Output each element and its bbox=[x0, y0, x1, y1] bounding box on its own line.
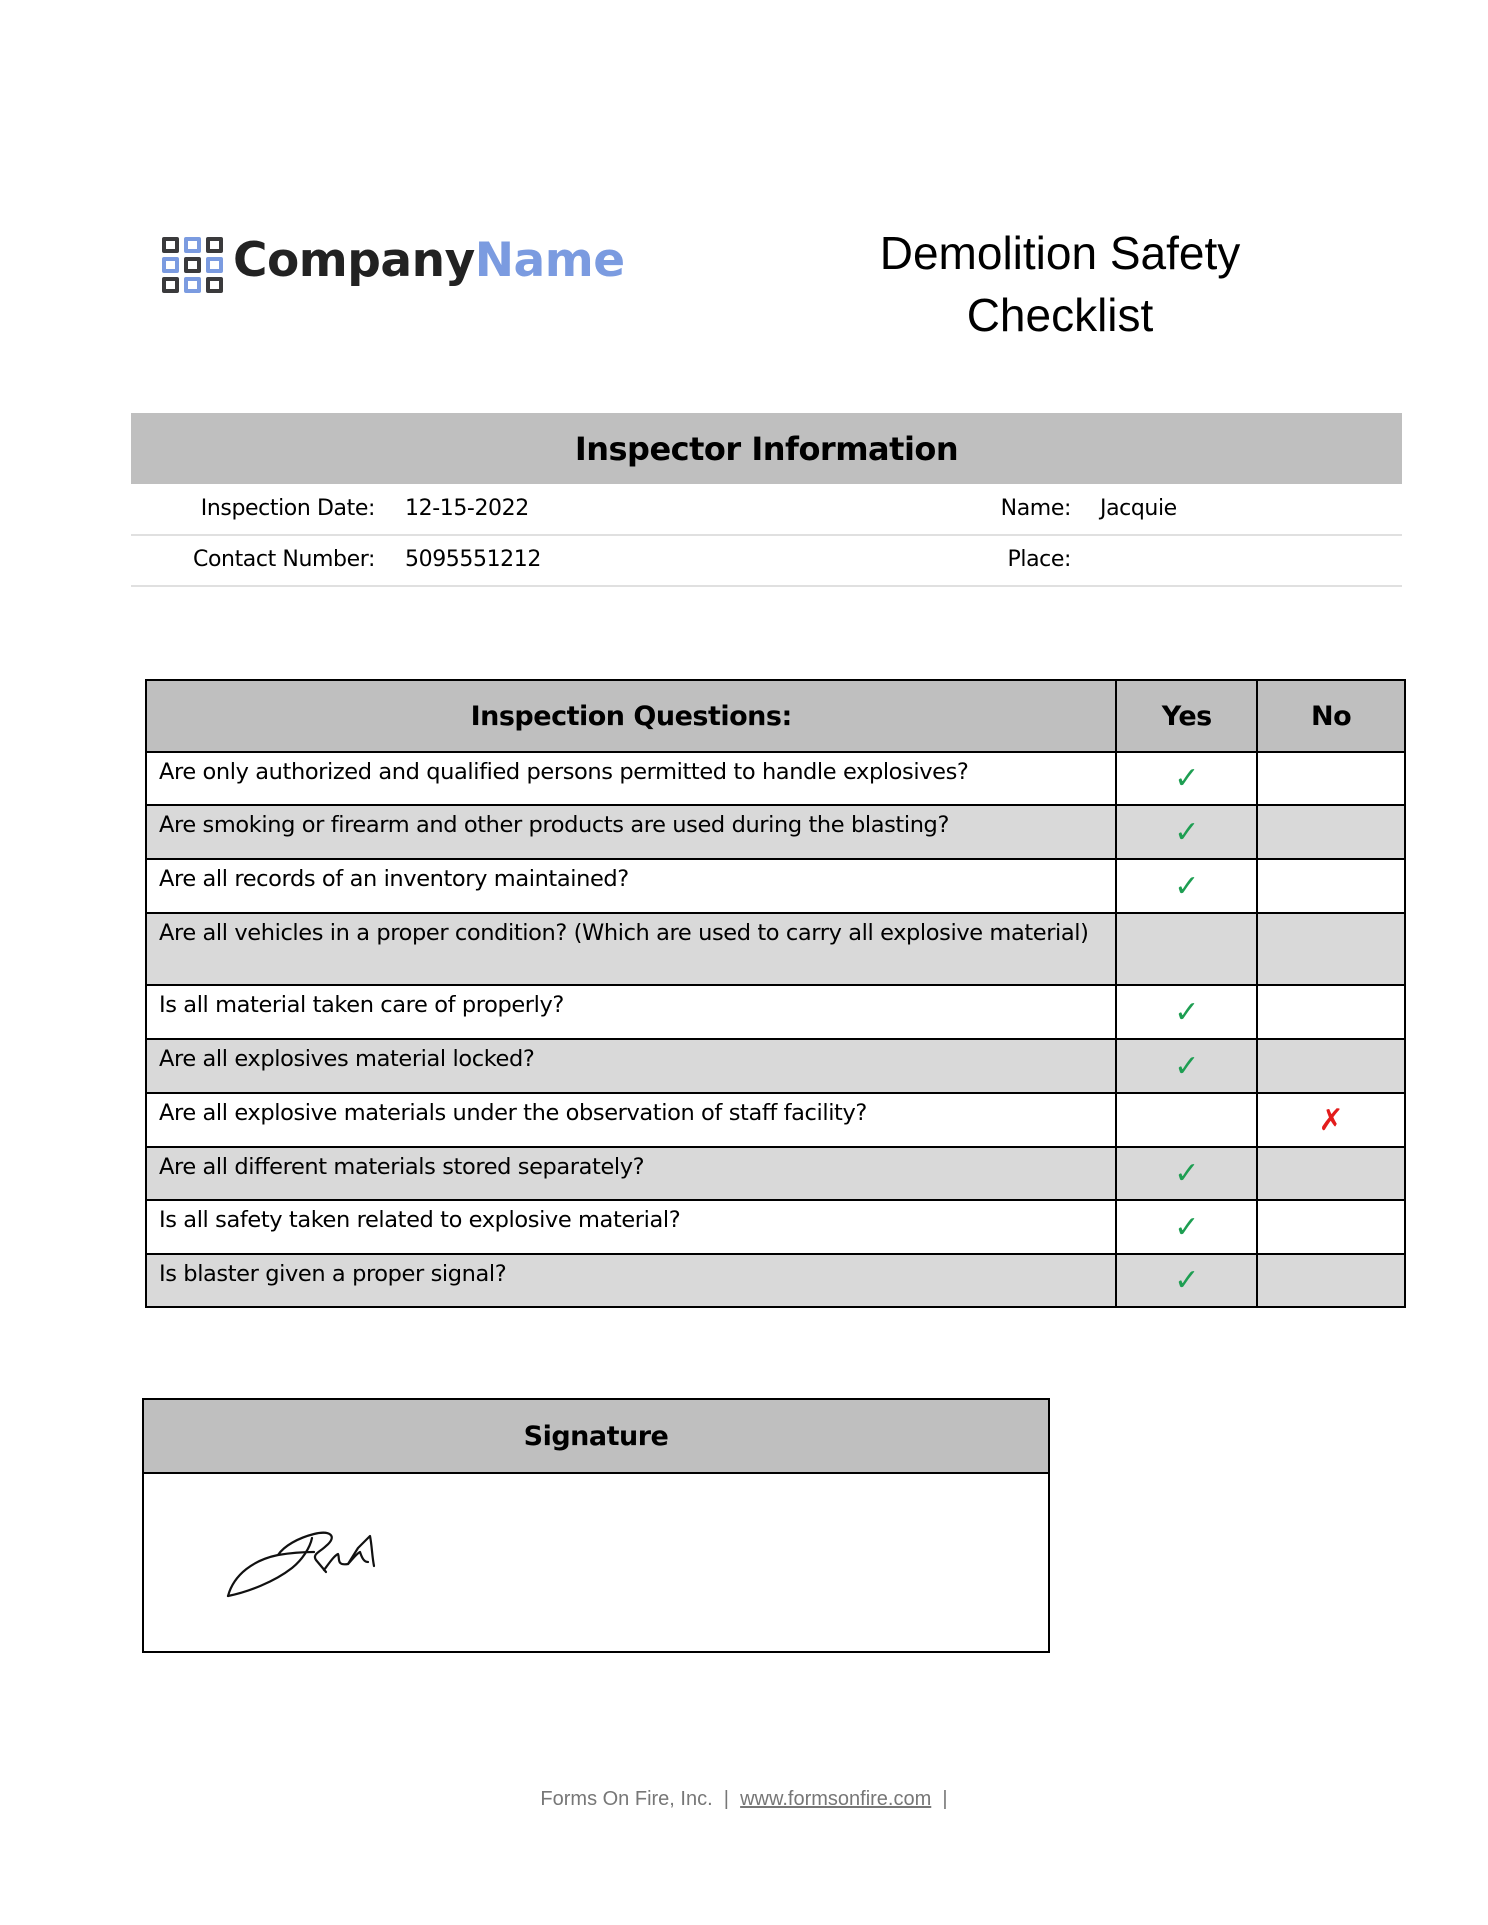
question-text: Is all safety taken related to explosive material? bbox=[146, 1200, 1116, 1254]
inspection-date-label: Inspection Date: bbox=[200, 496, 375, 521]
contact-number-value[interactable]: 5095551212 bbox=[405, 547, 541, 572]
table-row bbox=[146, 913, 1405, 985]
company-logo-icon bbox=[162, 237, 223, 293]
no-cell[interactable] bbox=[1257, 985, 1405, 1039]
signature-heading: Signature bbox=[144, 1400, 1048, 1474]
inspector-info-row bbox=[131, 535, 1402, 587]
logo-square bbox=[162, 237, 179, 253]
question-text: Are all records of an inventory maintained? bbox=[146, 859, 1116, 913]
yes-cell[interactable] bbox=[1116, 1200, 1257, 1254]
check-icon: ✓ bbox=[1174, 869, 1200, 904]
no-cell[interactable] bbox=[1257, 913, 1405, 985]
logo-square bbox=[206, 277, 223, 293]
check-icon: ✓ bbox=[1174, 761, 1200, 796]
column-header-yes: Yes bbox=[1116, 680, 1257, 752]
yes-cell[interactable] bbox=[1116, 805, 1257, 859]
question-text: Is blaster given a proper signal? bbox=[146, 1254, 1116, 1307]
logo-square bbox=[162, 257, 179, 273]
document-title-line2: Checklist bbox=[966, 289, 1154, 341]
table-row bbox=[146, 985, 1405, 1039]
document-title-line1: Demolition Safety bbox=[879, 227, 1241, 279]
yes-cell[interactable] bbox=[1116, 913, 1257, 985]
contact-number-label: Contact Number: bbox=[193, 547, 375, 572]
question-text: Are smoking or firearm and other products are used during the blasting? bbox=[146, 805, 1116, 859]
no-cell[interactable] bbox=[1257, 1093, 1405, 1147]
yes-cell[interactable] bbox=[1116, 1039, 1257, 1093]
name-label: Name: bbox=[1000, 496, 1071, 521]
logo-square bbox=[184, 237, 201, 253]
inspector-info-row bbox=[131, 484, 1402, 536]
no-cell[interactable] bbox=[1257, 752, 1405, 805]
footer-separator: | bbox=[723, 1788, 729, 1810]
yes-cell[interactable] bbox=[1116, 985, 1257, 1039]
check-icon: ✓ bbox=[1174, 1156, 1200, 1191]
no-cell[interactable] bbox=[1257, 1200, 1405, 1254]
column-header-question: Inspection Questions: bbox=[146, 680, 1116, 752]
check-icon: ✓ bbox=[1174, 1210, 1200, 1245]
footer-separator: | bbox=[942, 1788, 948, 1810]
table-header-row bbox=[146, 680, 1405, 752]
logo-text-name: Name bbox=[474, 233, 625, 288]
signature-section bbox=[142, 1398, 1050, 1653]
logo-square bbox=[184, 257, 201, 273]
table-row bbox=[146, 859, 1405, 913]
yes-cell[interactable] bbox=[1116, 1147, 1257, 1200]
footer-website-link[interactable]: www.formsonfire.com bbox=[740, 1788, 932, 1810]
handwritten-signature-icon[interactable] bbox=[226, 1522, 386, 1606]
logo-square bbox=[206, 237, 223, 253]
yes-cell[interactable] bbox=[1116, 1093, 1257, 1147]
question-text: Are only authorized and qualified persons permitted to handle explosives? bbox=[146, 752, 1116, 805]
logo-text-company: Company bbox=[233, 233, 475, 288]
logo-square bbox=[184, 277, 201, 293]
table-row bbox=[146, 1039, 1405, 1093]
no-cell[interactable] bbox=[1257, 1039, 1405, 1093]
check-icon: ✓ bbox=[1174, 1263, 1200, 1298]
no-cell[interactable] bbox=[1257, 1147, 1405, 1200]
no-cell[interactable] bbox=[1257, 1254, 1405, 1307]
question-text: Are all explosive materials under the observation of staff facility? bbox=[146, 1093, 1116, 1147]
check-icon: ✓ bbox=[1174, 815, 1200, 850]
no-cell[interactable] bbox=[1257, 859, 1405, 913]
table-row bbox=[146, 1254, 1405, 1307]
name-value[interactable]: Jacquie bbox=[1100, 496, 1177, 521]
question-text: Are all different materials stored separately? bbox=[146, 1147, 1116, 1200]
place-label: Place: bbox=[1007, 547, 1071, 572]
yes-cell[interactable] bbox=[1116, 859, 1257, 913]
footer-company: Forms On Fire, Inc. bbox=[540, 1788, 713, 1810]
question-text: Is all material taken care of properly? bbox=[146, 985, 1116, 1039]
check-icon: ✓ bbox=[1174, 995, 1200, 1030]
table-row bbox=[146, 1147, 1405, 1200]
table-row bbox=[146, 1093, 1405, 1147]
logo-square bbox=[206, 257, 223, 273]
cross-icon: ✗ bbox=[1318, 1103, 1344, 1138]
column-header-no: No bbox=[1257, 680, 1405, 752]
document-title bbox=[840, 222, 1280, 346]
logo-square bbox=[162, 277, 179, 293]
inspector-info-heading: Inspector Information bbox=[131, 413, 1402, 484]
check-icon: ✓ bbox=[1174, 1049, 1200, 1084]
yes-cell[interactable] bbox=[1116, 1254, 1257, 1307]
table-row bbox=[146, 805, 1405, 859]
table-row bbox=[146, 1200, 1405, 1254]
no-cell[interactable] bbox=[1257, 805, 1405, 859]
table-row bbox=[146, 752, 1405, 805]
question-text: Are all explosives material locked? bbox=[146, 1039, 1116, 1093]
question-text: Are all vehicles in a proper condition? (Which are used to carry all explosive material) bbox=[146, 913, 1116, 985]
yes-cell[interactable] bbox=[1116, 752, 1257, 805]
company-logo-text bbox=[233, 228, 625, 294]
inspection-date-value[interactable]: 12-15-2022 bbox=[405, 496, 529, 521]
inspection-questions-table bbox=[145, 679, 1406, 1308]
page-footer bbox=[0, 1788, 1488, 1811]
